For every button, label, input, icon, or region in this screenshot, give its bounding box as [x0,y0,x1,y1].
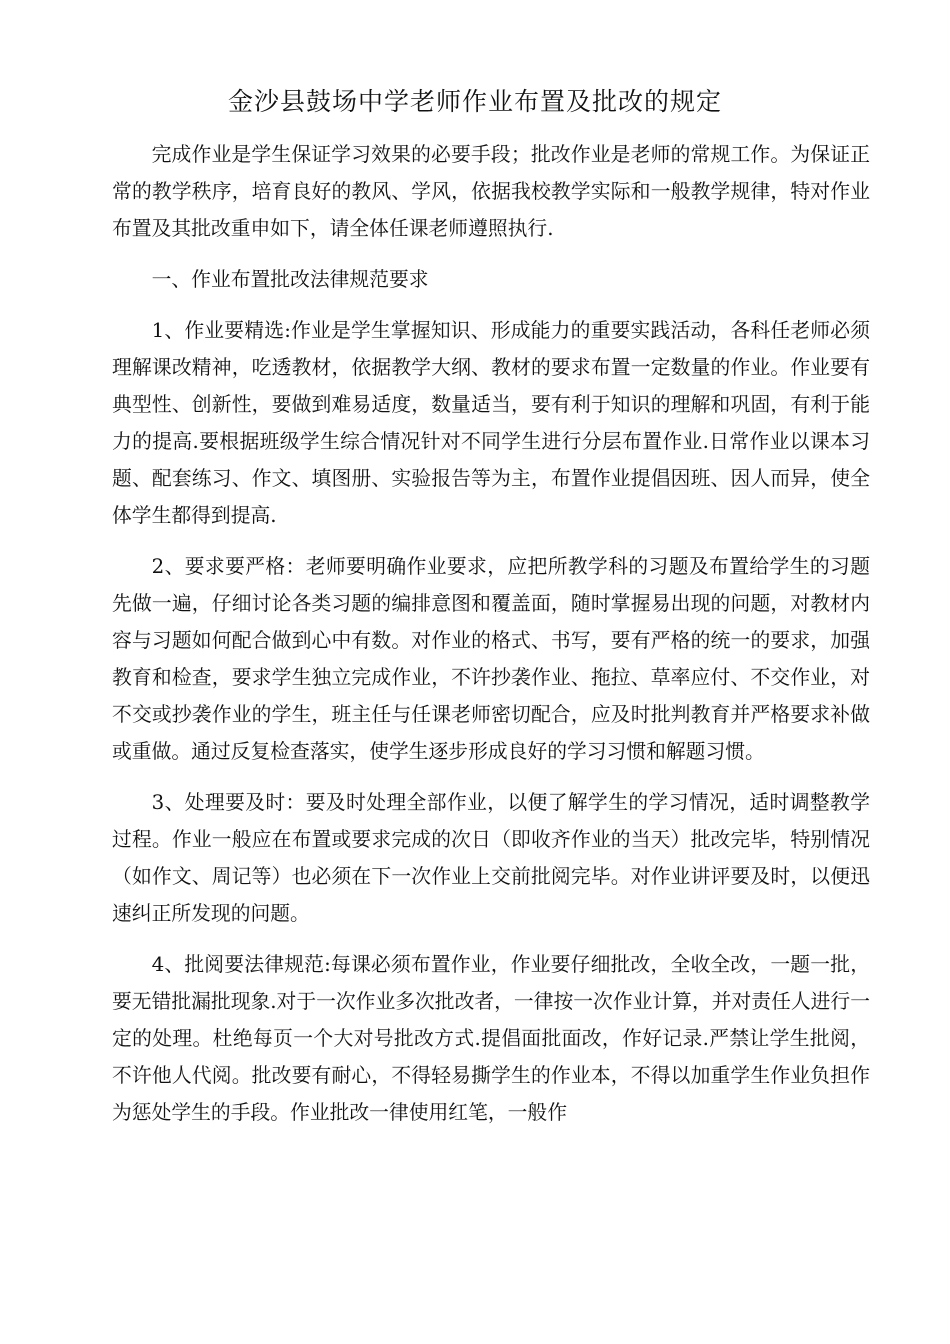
document-body [112,136,870,1145]
section-heading: 一、作业布置批改法律规范要求 [151,268,429,291]
document-title: 金沙县鼓场中学老师作业布置及批改的规定 [227,87,722,116]
rule-item-1: 1、作业要精选:作业是学生掌握知识、形成能力的重要实践活动，各科任老师必须理解课改精神，吃透教材，依据教学大纲、教材的要求布置一定数量的作业。作业要有典型性、创新性，要做到难易适度，数量适当，要有利于知识的理解和巩固，有利于能力的提高.要根据班级学生综合情况针对不同学生进行分层布置作业.日常作业以课本习题、配套练习、作文、填图册、实验报告等为主，布置作业提倡因班、因人而异，使全体学生都得到提高. [112,319,870,527]
rule-item-3: 3、处理要及时：要及时处理全部作业，以便了解学生的学习情况，适时调整教学过程。作业一般应在布置或要求完成的次日（即收齐作业的当天）批改完毕，特别情况（如作文、周记等）也必须在下一次作业上交前批阅完毕。对作业讲评要及时，以便迅速纠正所发现的问题。 [112,791,870,925]
rule-item-4: 4、批阅要法律规范:每课必须布置作业，作业要仔细批改，全收全改，一题一批，要无错批漏批现象.对于一次作业多次批改者，一律按一次作业计算，并对责任人进行一定的处理。杜绝每页一个大对号批改方式.提倡面批面改，作好记录.严禁让学生批阅，不许他人代阅。批改要有耐心，不得轻易撕学生的作业本，不得以加重学生作业负担作为惩处学生的手段。作业批改一律使用红笔，一般作 [112,953,870,1124]
intro-paragraph: 完成作业是学生保证学习效果的必要手段；批改作业是老师的常规工作。为保证正常的教学秩序，培育良好的教风、学风，依据我校教学实际和一般教学规律，特对作业布置及其批改重申如下，请全体任课老师遵照执行. [112,143,870,240]
rule-item-2: 2、要求要严格：老师要明确作业要求，应把所教学科的习题及布置给学生的习题先做一遍，仔细讨论各类习题的编排意图和覆盖面，随时掌握易出现的问题，对教材内容与习题如何配合做到心中有数。对作业的格式、书写，要有严格的统一的要求，加强教育和检查，要求学生独立完成作业，不许抄袭作业、拖拉、草率应付、不交作业，对不交或抄袭作业的学生，班主任与任课老师密切配合，应及时批判教育并严格要求补做或重做。通过反复检查落实，使学生逐步形成良好的学习习惯和解题习惯。 [112,555,870,763]
